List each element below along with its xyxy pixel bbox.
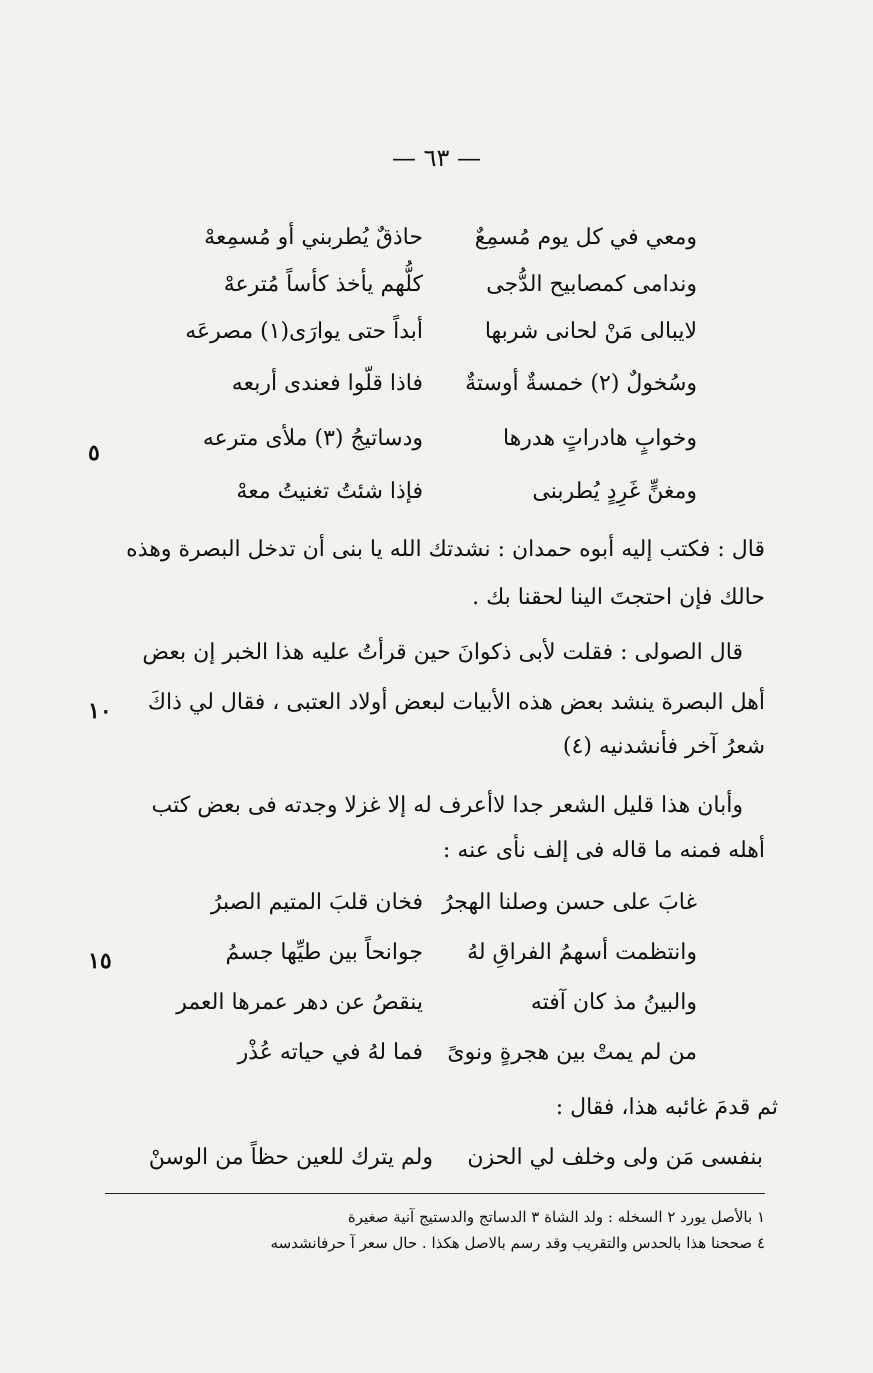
margin-line-number: ١٠ [88, 698, 112, 724]
page-number: — ٦٣ — [391, 144, 482, 172]
verse-hemistich-1: وسُخولٌ (٢) خمسةٌ أوستةٌ [465, 371, 697, 396]
verse-hemistich-2: فاذا قلّوا فعندى أربعه [231, 371, 423, 396]
prose-line: ثم قدمَ غائبه هذا، فقال : [555, 1095, 778, 1120]
verse-hemistich-2: جوانحاً بين طيِّها جسمُ [225, 940, 423, 965]
verse-hemistich-2: فما لهُ في حياته عُذْر [237, 1040, 423, 1065]
verse-hemistich-1: وانتظمت أسهمُ الفراقِ لهُ [467, 940, 697, 965]
footnote-divider [105, 1193, 765, 1194]
verse-hemistich-2: ودساتيجُ (٣) ملأى مترعه [202, 426, 423, 451]
footnote-line: ٤ صححنا هذا بالحدس والتقريب وقد رسم بالاصل هكذا . حال سعر آ حرفانشدسه [270, 1234, 765, 1252]
verse-hemistich-2: ينقصُ عن دهر عمرها العمر [176, 990, 423, 1015]
margin-line-number: ١٥ [88, 948, 112, 974]
verse-hemistich-2: حاذقٌ يُطربني أو مُسمِعهْ [204, 225, 423, 250]
verse-hemistich-2: ولم يترك للعين حظاً من الوسنْ [148, 1145, 433, 1170]
prose-line: حالك فإن احتجتَ الينا لحقنا بك . [472, 585, 765, 610]
verse-hemistich-2: كلُّهم يأخذ كأساً مُترعهْ [223, 272, 423, 297]
verse-hemistich-2: فخان قلبَ المتيم الصبرُ [210, 890, 423, 915]
verse-hemistich-2: فإذا شئتُ تغنيتُ معهْ [236, 479, 423, 504]
verse-hemistich-1: ومغنٍّ غَرِدٍ يُطربنى [532, 479, 697, 504]
verse-hemistich-1: ومعي في كل يوم مُسمِعٌ [474, 225, 697, 250]
prose-line: أهله فمنه ما قاله فى إلف نأى عنه : [442, 838, 765, 863]
verse-hemistich-1: لايبالى مَنْ لحانى شربها [484, 319, 697, 344]
prose-line: شعرُ آخر فأنشدنيه (٤) [562, 734, 765, 759]
prose-line: وأبان هذا قليل الشعر جدا لاأعرف له إلا غزلا وجدته فى بعض كتب [151, 793, 743, 818]
verse-hemistich-1: من لم يمتْ بين هجرةٍ ونوىً [447, 1040, 697, 1065]
verse-hemistich-1: وخوابٍ هادراتٍ هدرها [502, 426, 697, 451]
verse-hemistich-1: وندامى كمصابيح الدُّجى [486, 272, 697, 297]
margin-line-number: ٥ [88, 440, 100, 466]
prose-line: أهل البصرة ينشد بعض هذه الأبيات لبعض أولاد العتبى ، فقال لي ذاكَ [147, 690, 765, 715]
prose-line: قال : فكتب إليه أبوه حمدان : نشدتك الله يا بنى أن تدخل البصرة وهذه [126, 537, 765, 562]
verse-hemistich-1: بنفسى مَن ولى وخلف لي الحزن [467, 1145, 763, 1170]
verse-hemistich-2: أبداً حتى يوارَى(١) مصرعَه [185, 319, 423, 344]
verse-hemistich-1: والبينُ مذ كان آفته [530, 990, 697, 1015]
verse-hemistich-1: غابَ على حسن وصلنا الهجرُ [442, 890, 697, 915]
prose-line: قال الصولى : فقلت لأبى ذكوانَ حين قرأتُ عليه هذا الخبر إن بعض [142, 640, 743, 665]
footnote-line: ١ بالأصل يورد ٢ السخله : ولد الشاة ٣ الدساتج والدستيج آنية صغيرة [347, 1208, 765, 1226]
